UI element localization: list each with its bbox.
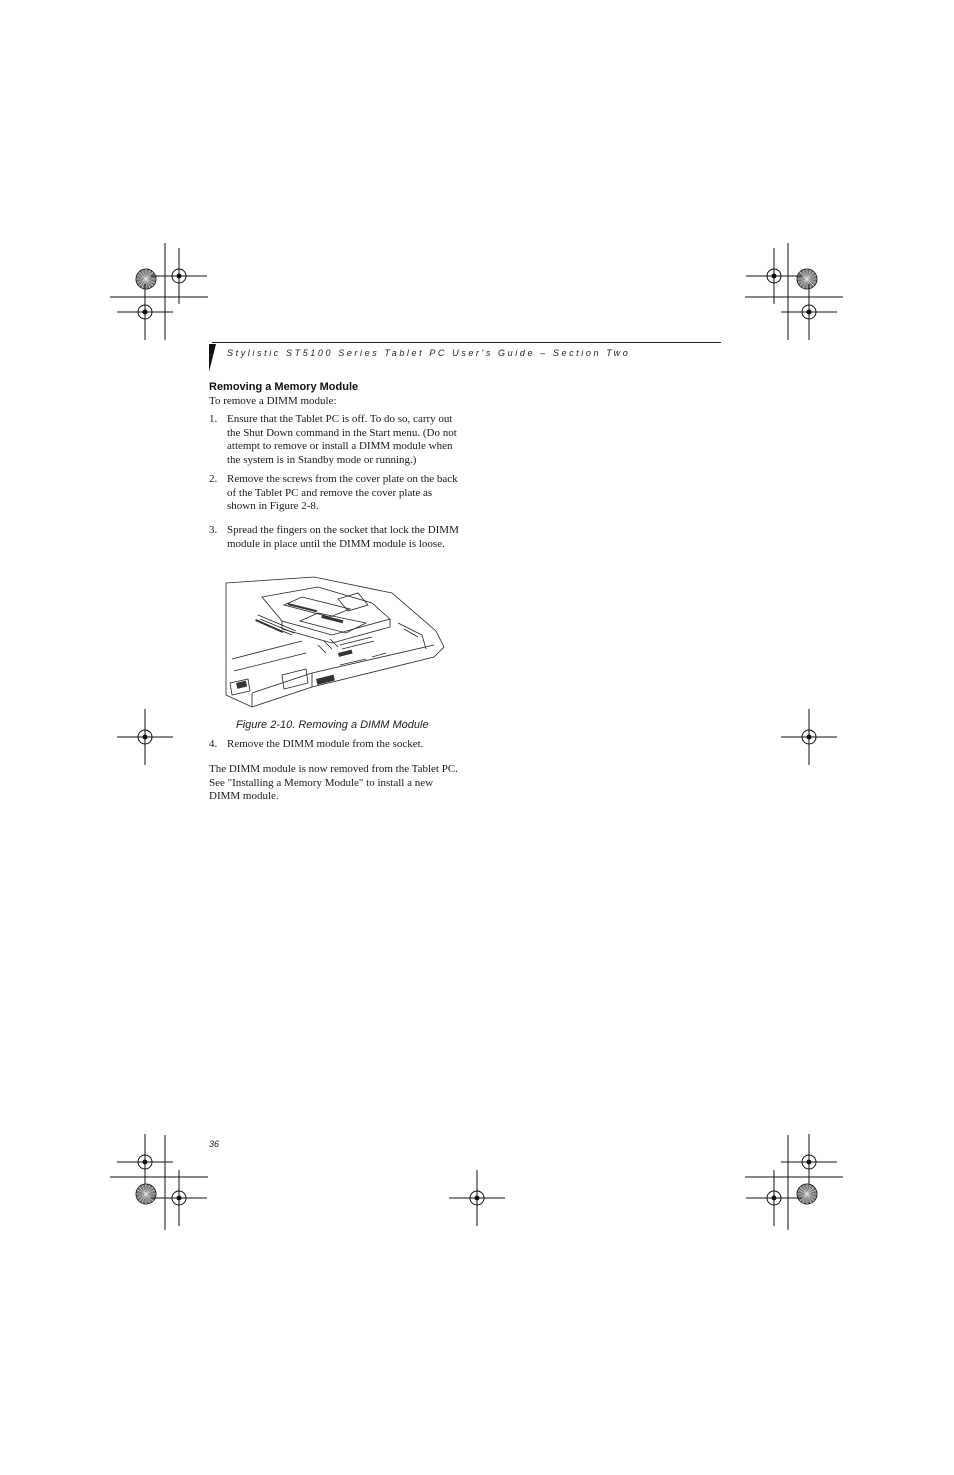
registration-cross-mark [781, 709, 837, 765]
step-text: Remove the DIMM module from the socket. [227, 738, 424, 750]
step-number: 2. [209, 473, 218, 485]
registration-cross-mark [781, 284, 837, 340]
step-number: 3. [209, 524, 218, 536]
step-number: 1. [209, 413, 218, 425]
page-number: 36 [209, 1139, 220, 1149]
registration-star-mark [136, 1184, 156, 1204]
registration-cross-mark [449, 1170, 505, 1226]
step-text: Spread the fingers on the socket that lock the DIMM module in place until the DIMM module is loose. [227, 524, 459, 550]
closing-paragraph: The DIMM module is now removed from the Tablet PC. See "Installing a Memory Module" to install a new DIMM module. [209, 763, 458, 802]
registration-star-mark [136, 269, 156, 289]
step-text: Ensure that the Tablet PC is off. To do so, carry out the Shut Down command in the Start menu. (Do not attempt to remove or install a DIMM module when the system is in Standby mode or running.) [227, 413, 457, 466]
running-header: Stylistic ST5100 Series Tablet PC User's Guide – Section Two [227, 348, 631, 358]
registration-cross-mark [151, 1170, 207, 1226]
step-text: Remove the screws from the cover plate on the back of the Tablet PC and remove the cover plate as shown in Figure 2-8. [227, 473, 458, 512]
section-title: Removing a Memory Module [209, 381, 359, 393]
registration-cross-mark [151, 248, 207, 304]
intro-text: To remove a DIMM module: [209, 395, 337, 407]
registration-star-mark [797, 1184, 817, 1204]
registration-cross-mark [117, 709, 173, 765]
registration-cross-mark [781, 1134, 837, 1190]
step-number: 4. [209, 738, 218, 750]
header-rule [212, 342, 721, 343]
registration-cross-mark [746, 1170, 802, 1226]
figure-caption: Figure 2-10. Removing a DIMM Module [236, 719, 429, 731]
header-flag [209, 344, 216, 372]
registration-star-mark [797, 269, 817, 289]
dimm-removal-illustration [222, 575, 448, 713]
registration-cross-mark [746, 248, 802, 304]
